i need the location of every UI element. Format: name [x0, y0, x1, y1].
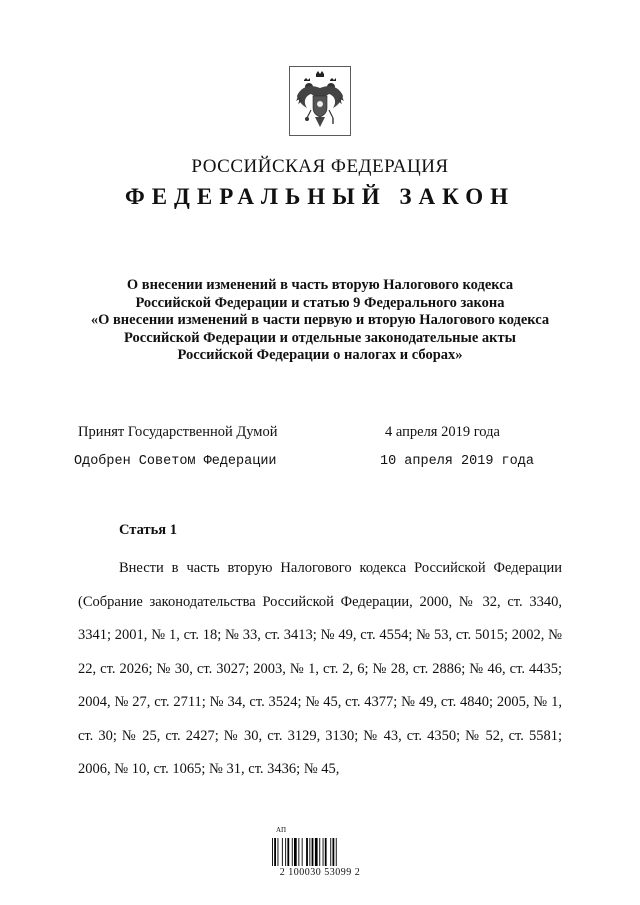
- article-paragraph: Внести в часть вторую Налогового кодекса Российской Федерации (Собрание законодательства Российской Федерации, 2000, № 32, ст. 3340, 3341; 2001, № 1, ст. 18; № 33, ст. 3413; № 49, ст. 4554; № 53, ст. 5015; 2002, № 22, ст. 2026; № 30, ст. 3027; 2003, № 1, ст. 2, 6; № 28, ст. 2886; № 46, ст. 4435; 2004, № 27, ст. 2711; № 34, ст. 3524; № 45, ст. 4377; № 49, ст. 4840; 2005, № 1, ст. 30; № 25, ст. 2427; № 30, ст. 3129, 3130; № 43, ст. 4350; № 52, ст. 5581; 2006, № 10, ст. 1065; № 31, ст. 3436; № 45,: [78, 560, 562, 777]
- law-title: [40, 277, 600, 365]
- duma-adoption-label: Принят Государственной Думой: [78, 424, 278, 440]
- article-heading: Статья 1: [119, 522, 177, 538]
- barcode: [262, 826, 378, 880]
- barcode-bar: [298, 838, 299, 866]
- barcode-bar: [302, 838, 303, 866]
- barcode-bar: [306, 838, 308, 866]
- barcode-bar: [274, 838, 276, 866]
- barcode-bars: [272, 838, 372, 866]
- barcode-bar: [309, 838, 310, 866]
- law-title-line: Российской Федерации о налогах и сборах»: [177, 347, 463, 363]
- barcode-bar: [282, 838, 283, 866]
- law-title-line: Российской Федерации и отдельные законодательные акты: [124, 329, 516, 346]
- barcode-number: 2 100030 53099 2: [279, 867, 361, 878]
- barcode-bar: [333, 838, 335, 866]
- barcode-bar: [287, 838, 289, 866]
- barcode-bar: [312, 838, 314, 866]
- barcode-bar: [315, 838, 318, 866]
- barcode-bar: [292, 838, 293, 866]
- country-name: РОССИЙСКАЯ ФЕДЕРАЦИЯ: [191, 156, 449, 177]
- barcode-bar: [336, 838, 337, 866]
- barcode-bar: [325, 838, 327, 866]
- barcode-bar: [323, 838, 324, 866]
- law-type-heading: ФЕДЕРАЛЬНЫЙ ЗАКОН: [124, 184, 516, 209]
- barcode-bar: [330, 838, 331, 866]
- duma-adoption-date: 4 апреля 2019 года: [385, 424, 500, 440]
- law-title-line: Российской Федерации и статью 9 Федерального закона: [135, 294, 505, 311]
- barcode-bar: [294, 838, 297, 866]
- coat-of-arms-emblem: [289, 66, 351, 136]
- law-title-line: «О внесении изменений в части первую и вторую Налогового кодекса: [90, 312, 550, 328]
- law-title-line: О внесении изменений в часть вторую Налогового кодекса: [126, 277, 514, 293]
- barcode-bar: [272, 838, 273, 866]
- barcode-top-label: АП: [276, 826, 287, 834]
- council-approval-date: 10 апреля 2019 года: [380, 454, 534, 469]
- barcode-bar: [319, 838, 320, 866]
- barcode-bar: [278, 838, 279, 866]
- barcode-bar: [285, 838, 286, 866]
- council-approval-label: Одобрен Советом Федерации: [74, 454, 277, 469]
